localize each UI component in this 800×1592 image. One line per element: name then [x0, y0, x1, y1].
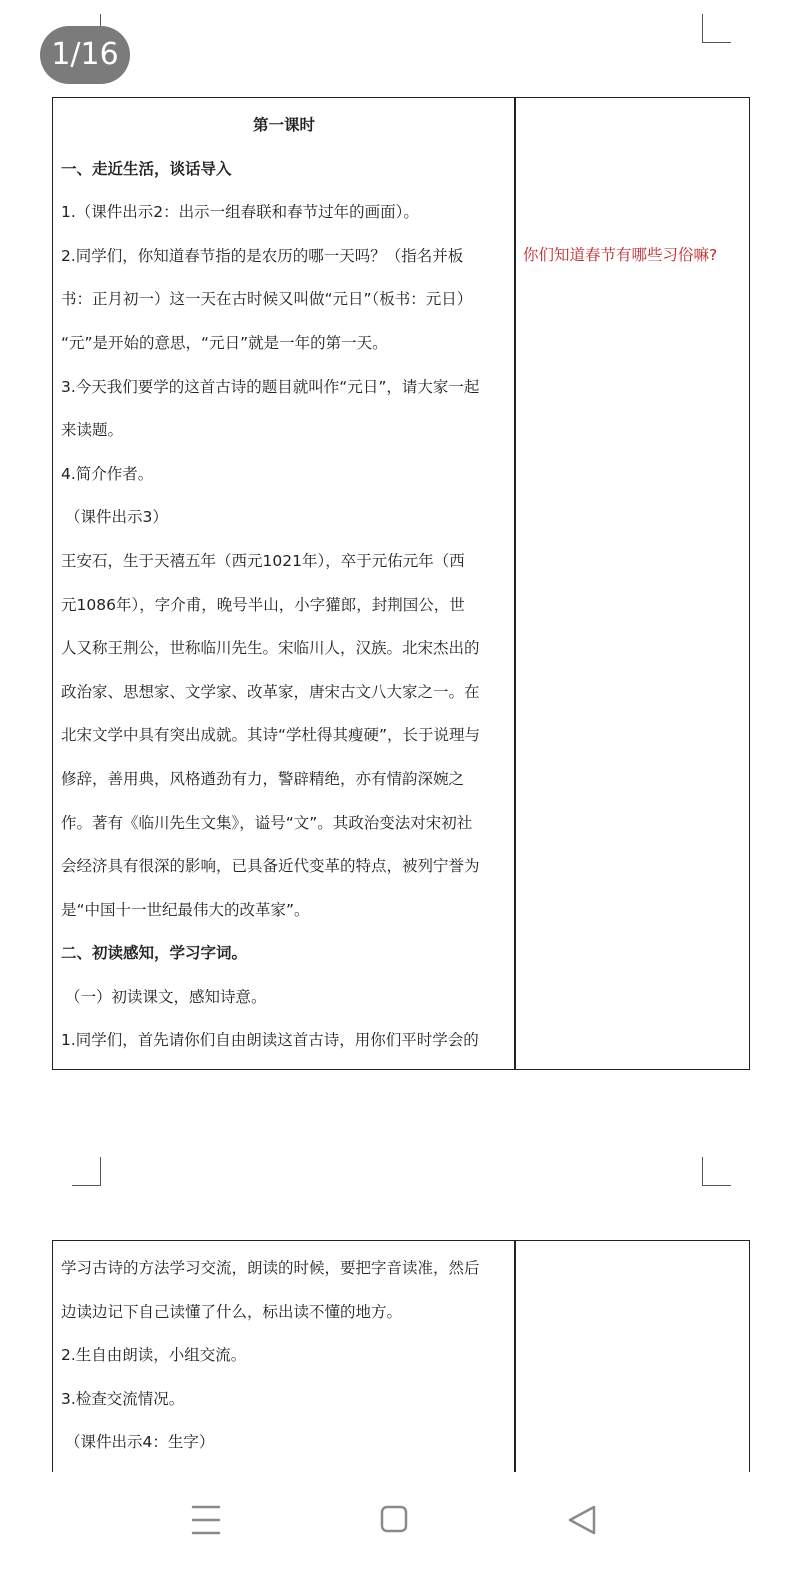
- lesson-table-page-1: [52, 97, 750, 1070]
- lesson-line: 王安石，生于天禧五年（西元1021年），卒于元佑元年（西: [61, 551, 465, 570]
- lesson-line: （课件出示4：生字）: [65, 1433, 215, 1452]
- lesson-line: （一）初读课文，感知诗意。: [65, 987, 267, 1006]
- lesson-line: 政治家、思想家、文学家、改革家，唐宋古文八大家之一。在: [61, 682, 480, 701]
- lesson-line: 北宋文学中具有突出成就。其诗“学杜得其瘦硬”，长于说理与: [61, 726, 481, 745]
- teacher-notes-column: [523, 98, 748, 265]
- lesson-line: 来读题。: [61, 421, 124, 440]
- lesson-line: 2.生自由朗读，小组交流。: [61, 1346, 247, 1365]
- system-navigation-bar: [0, 1472, 800, 1592]
- lesson-line: 4.简介作者。: [61, 464, 154, 483]
- lesson-line: 1.同学们，首先请你们自由朗读这首古诗，用你们平时学会的: [61, 1031, 479, 1050]
- lesson-line: 元1086年），字介甫，晚号半山，小字獾郎，封荆国公，世: [61, 595, 465, 614]
- crop-mark-top-right: [702, 1157, 731, 1186]
- section-heading: 一、走近生活，谈话导入: [61, 159, 232, 178]
- column-divider: [514, 1241, 516, 1480]
- column-divider: [514, 98, 516, 1069]
- page-counter-badge: 1/16: [40, 26, 130, 84]
- lesson-line: 会经济具有很深的影响，已具备近代变革的特点，被列宁誉为: [61, 857, 480, 876]
- lesson-line: （课件出示3）: [65, 508, 168, 527]
- crop-mark-top-left: [72, 1157, 101, 1186]
- lesson-content: [61, 1247, 507, 1465]
- crop-mark-top-right: [702, 14, 731, 43]
- lesson-line: 学习古诗的方法学习交流，朗读的时候，要把字音读准，然后: [61, 1259, 480, 1277]
- lesson-line: 2.同学们，你知道春节指的是农历的哪一天吗？（指名并板: [61, 246, 464, 265]
- lesson-line: 1.（课件出示2：出示一组春联和春节过年的画面）。: [61, 203, 419, 222]
- menu-icon: [180, 1500, 230, 1540]
- section-heading: 二、初读感知，学习字词。: [61, 944, 248, 963]
- home-button[interactable]: [369, 1500, 419, 1540]
- back-button[interactable]: [557, 1500, 607, 1540]
- lesson-line: 作。著有《临川先生文集》，谥号“文”。其政治变法对宋初社: [61, 813, 473, 832]
- lesson-table-page-2: [52, 1240, 750, 1480]
- lesson-heading: 第一课时: [252, 116, 315, 134]
- lesson-line: 修辞，善用典，风格遒劲有力，警辟精绝，亦有情韵深婉之: [61, 769, 465, 788]
- lesson-line: 人又称王荆公，世称临川先生。宋临川人，汉族。北宋杰出的: [61, 639, 480, 658]
- teacher-note: 你们知道春节有哪些习俗嘛?: [523, 246, 718, 264]
- lesson-line: 书：正月初一）这一天在古时候又叫做“元日”（板书：元日）: [61, 290, 473, 309]
- home-icon: [369, 1500, 419, 1540]
- lesson-line: “元”是开始的意思，“元日”就是一年的第一天。: [61, 333, 388, 352]
- lesson-content: [61, 104, 507, 1063]
- lesson-line: 3.检查交流情况。: [61, 1389, 185, 1408]
- lesson-line: 边读边记下自己读懂了什么，标出读不懂的地方。: [61, 1302, 403, 1321]
- back-icon: [557, 1500, 607, 1540]
- lesson-line: 3.今天我们要学的这首古诗的题目就叫作“元日”，请大家一起: [61, 377, 480, 396]
- lesson-line: 是“中国十一世纪最伟大的改革家”。: [61, 900, 310, 919]
- menu-button[interactable]: [180, 1500, 230, 1540]
